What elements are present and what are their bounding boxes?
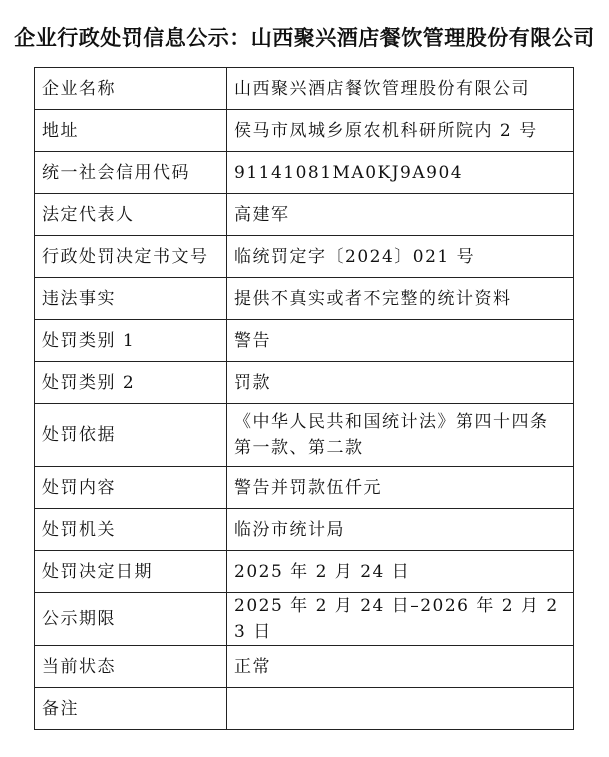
table-row — [35, 278, 574, 320]
row-value-decision-number: 临统罚定字〔2024〕021 号 — [227, 236, 574, 278]
row-label-legal-representative: 法定代表人 — [35, 194, 227, 236]
row-value-publicity-period: 2025 年 2 月 24 日–2026 年 2 月 23 日 — [227, 593, 574, 646]
row-label-publicity-period: 公示期限 — [35, 593, 227, 646]
row-value-penalty-content: 警告并罚款伍仟元 — [227, 467, 574, 509]
page-title: 企业行政处罚信息公示：山西聚兴酒店餐饮管理股份有限公司 — [14, 26, 595, 50]
row-label-penalty-type-2: 处罚类别 2 — [35, 362, 227, 404]
row-value-legal-representative: 高建军 — [227, 194, 574, 236]
penalty-info-table — [34, 67, 574, 730]
row-label-violation-facts: 违法事实 — [35, 278, 227, 320]
table-row — [35, 68, 574, 110]
row-value-company-name: 山西聚兴酒店餐饮管理股份有限公司 — [227, 68, 574, 110]
row-value-credit-code: 91141081MA0KJ9A904 — [227, 152, 574, 194]
table-row — [35, 551, 574, 593]
row-value-penalty-basis: 《中华人民共和国统计法》第四十四条第一款、第二款 — [227, 404, 574, 467]
row-label-company-name: 企业名称 — [35, 68, 227, 110]
row-value-penalty-type-1: 警告 — [227, 320, 574, 362]
table-row — [35, 404, 574, 467]
row-label-penalty-type-1: 处罚类别 1 — [35, 320, 227, 362]
table-row — [35, 646, 574, 688]
table-row — [35, 152, 574, 194]
row-value-address: 侯马市凤城乡原农机科研所院内 2 号 — [227, 110, 574, 152]
row-label-penalty-basis: 处罚依据 — [35, 404, 227, 467]
row-value-decision-date: 2025 年 2 月 24 日 — [227, 551, 574, 593]
table-row — [35, 236, 574, 278]
row-value-violation-facts: 提供不真实或者不完整的统计资料 — [227, 278, 574, 320]
row-value-penalty-authority: 临汾市统计局 — [227, 509, 574, 551]
table-row — [35, 362, 574, 404]
row-label-remarks: 备注 — [35, 688, 227, 730]
table-row — [35, 467, 574, 509]
row-label-address: 地址 — [35, 110, 227, 152]
table-row — [35, 110, 574, 152]
row-label-current-status: 当前状态 — [35, 646, 227, 688]
row-label-decision-number: 行政处罚决定书文号 — [35, 236, 227, 278]
row-value-current-status: 正常 — [227, 646, 574, 688]
table-row — [35, 320, 574, 362]
table-row — [35, 194, 574, 236]
row-label-penalty-authority: 处罚机关 — [35, 509, 227, 551]
table-row — [35, 688, 574, 730]
row-label-credit-code: 统一社会信用代码 — [35, 152, 227, 194]
table-row — [35, 593, 574, 646]
row-label-penalty-content: 处罚内容 — [35, 467, 227, 509]
table-row — [35, 509, 574, 551]
row-value-penalty-type-2: 罚款 — [227, 362, 574, 404]
row-label-decision-date: 处罚决定日期 — [35, 551, 227, 593]
row-value-remarks — [227, 688, 574, 730]
